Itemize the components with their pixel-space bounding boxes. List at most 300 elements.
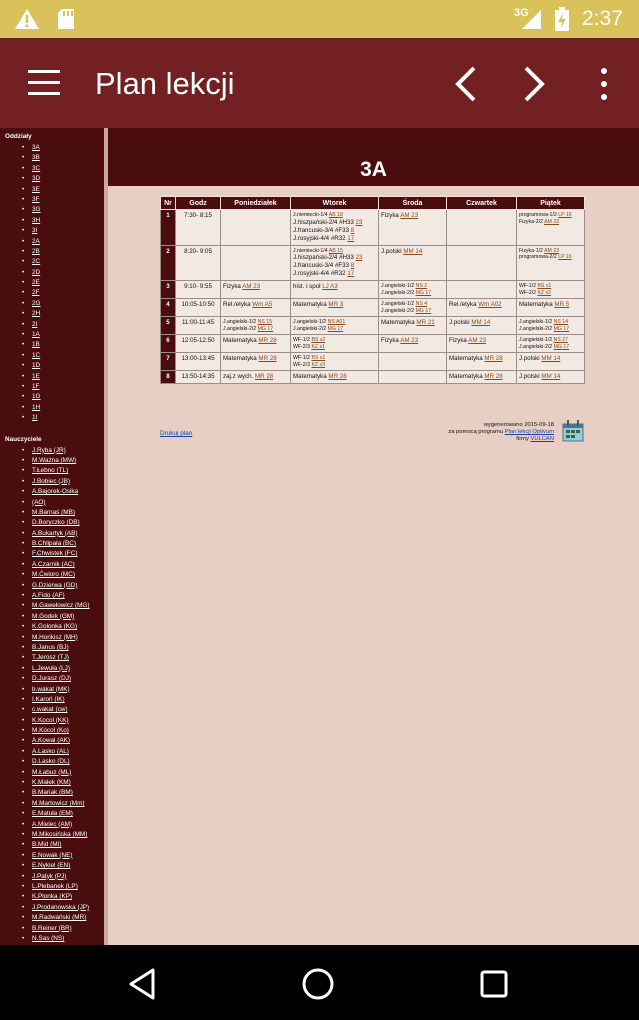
teacher-item[interactable] <box>0 539 104 549</box>
teacher-item-link[interactable]: T.Łebno (TL) <box>32 467 69 475</box>
class-item[interactable] <box>0 288 104 298</box>
lesson-entry <box>223 326 288 333</box>
teacher-item[interactable] <box>0 508 104 518</box>
subject-label: J.angielski-2/2 <box>293 325 328 332</box>
teacher-item-link[interactable]: M.Radwański (MR) <box>32 914 87 922</box>
subject-label: Fizyka <box>381 212 401 219</box>
class-item[interactable] <box>0 372 104 382</box>
teacher-item[interactable] <box>0 591 104 601</box>
class-item-link[interactable]: 2G <box>32 299 41 307</box>
lesson-cell <box>379 210 447 246</box>
teacher-room-link[interactable]: MG 17 <box>415 289 432 296</box>
teacher-room-link[interactable]: AM 23 <box>400 212 419 219</box>
subject-label: J.francuski-3/4 #F33 <box>293 226 351 234</box>
teacher-room-link[interactable]: NS 27 <box>553 337 569 343</box>
timetable-row <box>161 245 585 281</box>
lesson-entry <box>449 301 514 309</box>
teacher-room-link[interactable]: 8 <box>350 262 355 269</box>
teacher-item[interactable] <box>0 861 104 871</box>
lesson-entry <box>223 283 288 291</box>
teacher-item-link[interactable]: M.Martowicz (Mm) <box>32 799 85 807</box>
teacher-room-link[interactable]: KZ s1 <box>311 343 326 350</box>
teacher-room-link[interactable]: MR 21 <box>416 319 435 326</box>
teacher-room-link[interactable]: MM 14 <box>471 319 491 326</box>
teacher-item[interactable] <box>0 560 104 570</box>
clock: 2:37 <box>582 7 623 30</box>
teacher-item-link[interactable]: J.Bobiec (JB) <box>32 477 71 485</box>
class-item-link[interactable]: 2B <box>32 247 40 255</box>
teacher-item[interactable] <box>0 892 104 902</box>
teacher-item[interactable] <box>0 653 104 663</box>
teacher-room-link[interactable]: AM 23 <box>468 337 487 344</box>
lesson-cell <box>221 371 291 384</box>
chevron-left-icon[interactable] <box>446 64 486 104</box>
subject-label: J.niemiecki-1/4 <box>293 247 329 254</box>
teacher-room-link[interactable]: Wm A5 <box>252 301 273 308</box>
class-item-link[interactable]: 3E <box>32 185 40 193</box>
lesson-cell <box>447 371 517 384</box>
teacher-item-link[interactable]: M.Ważna (MW) <box>32 456 77 464</box>
teacher-item[interactable] <box>0 809 104 819</box>
class-item-link[interactable]: 1G <box>32 393 41 401</box>
teacher-item[interactable] <box>0 736 104 746</box>
teacher-item[interactable] <box>0 643 104 653</box>
column-header: Czwartek <box>447 197 517 210</box>
teacher-item-link[interactable]: M.Gawełowicz (MG) <box>32 602 90 610</box>
teacher-item[interactable] <box>0 529 104 539</box>
class-item[interactable] <box>0 216 104 226</box>
lesson-entry <box>519 219 582 226</box>
teacher-item[interactable] <box>0 612 104 622</box>
teacher-item-link[interactable]: K.Małek (KM) <box>32 779 71 787</box>
teacher-item-link[interactable]: E.Matuła (EM) <box>32 810 73 818</box>
teacher-item[interactable] <box>0 549 104 559</box>
teacher-item[interactable] <box>0 840 104 850</box>
teacher-item-link[interactable]: I.Karoń (IK) <box>32 695 65 703</box>
subject-label: Matematyka <box>519 301 555 308</box>
class-item-link[interactable]: 2F <box>32 289 40 297</box>
lesson-cell <box>517 299 585 317</box>
subject-label: Fizyka-1/2 <box>519 247 545 254</box>
lesson-cell <box>379 317 447 335</box>
class-item-link[interactable]: 3H <box>32 216 41 224</box>
lesson-cell <box>447 210 517 246</box>
teacher-room-link[interactable]: AM 23 <box>400 337 419 344</box>
teacher-item-link[interactable]: M.Łabuz (ML) <box>32 768 72 776</box>
class-item[interactable] <box>0 299 104 309</box>
teacher-room-link[interactable]: MG 17 <box>257 325 274 332</box>
teacher-room-link[interactable]: LP 16 <box>558 254 572 260</box>
teacher-room-link[interactable]: 8 <box>350 226 355 234</box>
subject-label: Fizyka-2/2 <box>519 218 545 225</box>
sidebar[interactable] <box>0 128 104 945</box>
teacher-item-link[interactable]: G.Dzierwa (GD) <box>32 581 78 589</box>
class-item[interactable] <box>0 382 104 392</box>
lesson-entry <box>519 373 582 381</box>
teacher-room-link[interactable]: MR 28 <box>254 373 274 380</box>
lesson-entry <box>293 362 376 369</box>
teacher-item-link[interactable]: T.Jerosz (TJ) <box>32 654 69 662</box>
teacher-item[interactable] <box>0 487 104 497</box>
teacher-item-link[interactable]: A.Bajorek-Osika <box>32 488 79 496</box>
teacher-item-link[interactable]: D.Lasko (DL) <box>32 758 70 766</box>
class-item[interactable] <box>0 403 104 413</box>
class-item[interactable] <box>0 268 104 278</box>
teacher-item-link[interactable]: b.wakat (MK) <box>32 685 70 693</box>
class-item[interactable] <box>0 185 104 195</box>
class-item-link[interactable]: 1H <box>32 403 41 411</box>
classes-heading: Oddziały <box>5 133 32 140</box>
teacher-item[interactable] <box>0 726 104 736</box>
timetable-header-row <box>161 197 585 210</box>
class-item-link[interactable]: 1C <box>32 351 41 359</box>
column-header: Piątek <box>517 197 585 210</box>
class-item-link[interactable]: 1A <box>32 331 40 339</box>
webview-content[interactable] <box>0 128 639 945</box>
teacher-room-link[interactable]: 23 <box>355 218 363 226</box>
teacher-item-link[interactable]: J.Prodanowska (JP) <box>32 903 90 911</box>
teacher-room-link[interactable]: 17 <box>347 270 355 277</box>
plan-lekcji-optivum-link[interactable]: Plan lekcji Optivum <box>504 429 554 436</box>
subject-label: J.polski <box>381 247 404 255</box>
teacher-item-link[interactable]: L.Jewuła (LJ) <box>32 664 71 672</box>
teacher-room-link[interactable]: LP 16 <box>558 212 572 218</box>
teachers-list <box>0 446 104 945</box>
teacher-item[interactable] <box>0 778 104 788</box>
lesson-cell <box>517 335 585 353</box>
teacher-item[interactable] <box>0 788 104 798</box>
teacher-item-link[interactable]: B.Janus (BJ) <box>32 643 69 651</box>
subject-label: J.francuski-3/4 #F33 <box>293 262 351 269</box>
subject-label: Matematyka <box>449 355 485 362</box>
class-item[interactable] <box>0 320 104 330</box>
teacher-item[interactable] <box>0 872 104 882</box>
class-item-link[interactable]: 3G <box>32 206 41 214</box>
plan-title: 3A <box>360 158 387 181</box>
subject-label: WF-1/2 <box>293 337 312 343</box>
subject-label: J.angielski-2/2 <box>519 325 554 332</box>
lesson-number: 1 <box>161 210 176 246</box>
teacher-item-link[interactable]: D.Jurasz (DJ) <box>32 675 72 683</box>
teacher-item[interactable] <box>0 466 104 476</box>
class-item[interactable] <box>0 309 104 319</box>
teacher-item[interactable] <box>0 498 104 508</box>
teacher-item[interactable] <box>0 664 104 674</box>
teacher-item[interactable] <box>0 705 104 715</box>
teacher-item[interactable] <box>0 456 104 466</box>
teacher-room-link[interactable]: Wm A02 <box>478 301 502 308</box>
teacher-room-link[interactable]: MM 14 <box>403 247 423 255</box>
class-item[interactable] <box>0 153 104 163</box>
lesson-cell <box>517 210 585 246</box>
class-item-link[interactable]: 1I <box>32 414 38 422</box>
teacher-item[interactable] <box>0 913 104 923</box>
vulcan-link[interactable]: VULCAN <box>530 436 554 443</box>
teacher-item[interactable] <box>0 820 104 830</box>
class-item-link[interactable]: 2I <box>32 320 38 328</box>
teacher-item-link[interactable]: c.wakat (cw) <box>32 706 68 714</box>
class-item[interactable] <box>0 392 104 402</box>
subject-label: WF-2/2 <box>519 289 538 296</box>
teacher-room-link[interactable]: NS 15 <box>257 319 273 325</box>
teacher-room-link[interactable]: MG 17 <box>415 307 432 314</box>
teacher-item[interactable] <box>0 851 104 861</box>
teacher-item-link[interactable]: J.Ryba (JR) <box>32 446 66 454</box>
teacher-item-link[interactable]: M.Mikosińska (MM) <box>32 831 88 838</box>
teacher-item[interactable] <box>0 934 104 944</box>
teacher-item[interactable] <box>0 716 104 726</box>
teacher-item[interactable] <box>0 601 104 611</box>
class-item-link[interactable]: 2E <box>32 279 40 287</box>
teacher-item[interactable] <box>0 685 104 695</box>
lesson-cell <box>379 353 447 371</box>
class-item-link[interactable]: 1D <box>32 362 41 370</box>
teacher-item-link[interactable]: B.Reiner (BR) <box>32 924 72 932</box>
recent-apps-icon[interactable] <box>479 969 509 999</box>
lesson-entry <box>293 344 376 351</box>
plan-header <box>108 128 639 186</box>
print-plan-link[interactable]: Drukuj plan <box>160 430 193 437</box>
teacher-item[interactable] <box>0 830 104 840</box>
lesson-entry <box>293 373 376 381</box>
lesson-number: 7 <box>161 353 176 371</box>
teacher-item-link[interactable]: M.Horikisz (MH) <box>32 633 78 641</box>
class-item-link[interactable]: 2H <box>32 310 41 318</box>
app-title: Plan lekcji <box>95 66 235 101</box>
lesson-number: 2 <box>161 245 176 281</box>
class-item[interactable] <box>0 361 104 371</box>
teacher-item[interactable] <box>0 903 104 913</box>
class-item-link[interactable]: 2C <box>32 258 41 266</box>
teacher-item-link[interactable]: B.Chlipała (BC) <box>32 540 77 548</box>
teacher-item-link[interactable]: E.Nowak (NE) <box>32 851 73 859</box>
teacher-room-link[interactable]: MR 3 <box>328 301 344 308</box>
subject-label: Matematyka <box>293 301 329 308</box>
subject-label: J.angielski-2/2 <box>519 343 554 350</box>
teacher-room-link[interactable]: MM 14 <box>541 355 561 362</box>
teacher-room-link[interactable]: AM 23 <box>544 218 560 225</box>
subject-label: Matematyka <box>223 337 259 344</box>
class-item[interactable] <box>0 174 104 184</box>
teacher-room-link[interactable]: KZ s2 <box>537 289 552 296</box>
class-item-link[interactable]: 3A <box>32 144 40 151</box>
lesson-cell <box>379 371 447 384</box>
lesson-cell <box>447 317 517 335</box>
teacher-room-link[interactable]: MR 5 <box>554 301 570 308</box>
class-item[interactable] <box>0 226 104 236</box>
subject-label: Matematyka <box>223 355 259 362</box>
subject-label: Fizyka <box>381 337 401 344</box>
class-item-link[interactable]: 3F <box>32 195 40 203</box>
class-item[interactable] <box>0 330 104 340</box>
subject-label: WF-2/3 <box>293 361 312 368</box>
column-header: Poniedziałek <box>221 197 291 210</box>
class-item-link[interactable]: 1E <box>32 372 40 380</box>
teacher-room-link[interactable]: NS 4 <box>415 301 428 307</box>
teacher-item[interactable] <box>0 695 104 705</box>
subject-label: J.angielski-1/2 <box>381 283 416 289</box>
teacher-item[interactable] <box>0 674 104 684</box>
teacher-item-link[interactable]: B.Mid (MI) <box>32 841 62 849</box>
class-item[interactable] <box>0 351 104 361</box>
teacher-item-link[interactable]: K.Plonka (KP) <box>32 893 73 901</box>
teacher-room-link[interactable]: AM 23 <box>242 283 261 290</box>
subject-label: J.polski <box>519 355 542 362</box>
teacher-room-link[interactable]: KZ s3 <box>311 361 326 368</box>
teacher-item-link[interactable]: M.Godek (GM) <box>32 612 75 620</box>
lesson-entry <box>293 262 376 270</box>
teacher-item-link[interactable]: M.Barnaś (MB) <box>32 508 75 516</box>
teacher-item-link[interactable]: K.Golonka (KG) <box>32 623 78 631</box>
teacher-item-link[interactable]: N.Sas (NS) <box>32 934 65 942</box>
lesson-cell <box>291 210 379 246</box>
teacher-room-link[interactable]: BS s2 <box>311 337 326 343</box>
subject-label: hist. i społ <box>293 283 323 290</box>
teacher-room-link[interactable]: MR 28 <box>484 373 503 380</box>
teacher-item-link[interactable]: J.Patyk (PJ) <box>32 872 67 880</box>
lesson-time: 13:00-13:45 <box>176 353 221 371</box>
teacher-room-link[interactable]: 17 <box>347 234 355 242</box>
teacher-room-link[interactable]: MG 17 <box>327 325 344 332</box>
teacher-item[interactable] <box>0 757 104 767</box>
home-icon[interactable] <box>301 967 335 1001</box>
teacher-item[interactable] <box>0 747 104 757</box>
lesson-entry <box>449 319 514 327</box>
lesson-entry <box>381 319 444 327</box>
lesson-number: 4 <box>161 299 176 317</box>
teacher-room-link[interactable]: 23 <box>355 254 363 261</box>
subject-label: J.angielski-2/2 <box>381 307 416 314</box>
teacher-room-link[interactable]: NS 14 <box>553 319 569 325</box>
lesson-entry <box>449 337 514 345</box>
teacher-room-link[interactable]: MR 28 <box>258 337 277 344</box>
teacher-item-link[interactable]: A.Fido (AF) <box>32 592 65 600</box>
teacher-room-link[interactable]: BS s1 <box>311 355 326 361</box>
lesson-time: 13:50-14:35 <box>176 371 221 384</box>
subject-label: WF-1/2 <box>293 355 312 361</box>
class-item[interactable] <box>0 164 104 174</box>
lesson-cell <box>291 371 379 384</box>
teacher-item[interactable] <box>0 633 104 643</box>
overflow-menu-icon[interactable] <box>590 66 618 102</box>
teacher-item-link[interactable]: E.Nykiel (EN) <box>32 862 71 870</box>
lesson-cell <box>221 281 291 299</box>
lesson-entry <box>519 326 582 333</box>
teacher-item[interactable] <box>0 477 104 487</box>
teacher-room-link[interactable]: LJ A3 <box>322 283 338 290</box>
class-item-link[interactable]: 3D <box>32 175 41 183</box>
teacher-room-link[interactable]: MM 14 <box>541 373 561 380</box>
lesson-entry <box>449 355 514 363</box>
teacher-item-link[interactable]: M.Ćwioro (MC) <box>32 571 75 579</box>
teacher-item[interactable] <box>0 570 104 580</box>
teacher-room-link[interactable]: MG 17 <box>553 343 570 350</box>
back-icon[interactable] <box>126 967 160 1001</box>
teacher-item-link[interactable]: F.Chwistek (FC) <box>32 550 78 558</box>
lesson-entry <box>449 373 514 381</box>
teacher-item-link[interactable]: L.Plebanek (LP) <box>32 882 78 890</box>
class-item-link[interactable]: 3C <box>32 164 41 172</box>
teacher-room-link[interactable]: NS A01 <box>327 319 346 325</box>
subject-label: Rel./etyka <box>223 301 253 308</box>
teacher-item-link[interactable]: (AO) <box>32 498 46 506</box>
teacher-item[interactable] <box>0 799 104 809</box>
chevron-right-icon[interactable] <box>514 64 554 104</box>
teacher-item[interactable] <box>0 882 104 892</box>
teacher-item-link[interactable]: A.Bukartyk (AB) <box>32 529 78 537</box>
teacher-item-link[interactable]: M.Kocol (Ko) <box>32 727 69 735</box>
hamburger-menu-icon[interactable] <box>28 70 60 96</box>
generated-program-prefix: za pomocą programu <box>448 429 505 436</box>
class-item[interactable] <box>0 237 104 247</box>
class-item-link[interactable]: 2A <box>32 237 40 245</box>
lesson-entry <box>381 212 444 220</box>
teacher-room-link[interactable]: NS 2 <box>415 283 428 289</box>
teacher-item[interactable] <box>0 581 104 591</box>
class-item-link[interactable]: 1B <box>32 341 40 349</box>
teacher-item-link[interactable]: A.Kowal (AK) <box>32 737 71 745</box>
teacher-item[interactable] <box>0 518 104 528</box>
class-item-link[interactable]: 2D <box>32 268 41 276</box>
column-header: Godz <box>176 197 221 210</box>
class-item[interactable] <box>0 278 104 288</box>
teacher-room-link[interactable]: MR 28 <box>258 355 277 362</box>
lesson-cell <box>447 281 517 299</box>
teacher-item-link[interactable]: D.Boryczko (DB) <box>32 519 80 527</box>
teacher-item[interactable] <box>0 446 104 456</box>
status-bar <box>0 0 639 38</box>
class-item-link[interactable]: 3B <box>32 154 40 162</box>
teacher-room-link[interactable]: AB 15 <box>328 247 343 254</box>
teacher-item-link[interactable]: A.Mielec (AM) <box>32 820 73 828</box>
class-item-link[interactable]: 1F <box>32 382 40 390</box>
teacher-room-link[interactable]: AB 18 <box>328 212 343 218</box>
teacher-room-link[interactable]: BS s1 <box>537 283 552 289</box>
class-item-link[interactable]: 3I <box>32 227 38 235</box>
teacher-room-link[interactable]: MR 28 <box>328 373 347 380</box>
timetable-row <box>161 371 585 384</box>
class-item[interactable] <box>0 143 104 153</box>
teacher-item-link[interactable]: A.Lasko (AL) <box>32 747 69 755</box>
timetable-row <box>161 299 585 317</box>
teacher-item-link[interactable]: K.Kocol (KK) <box>32 716 69 724</box>
lesson-cell <box>447 299 517 317</box>
lesson-entry <box>293 301 376 309</box>
teacher-item[interactable] <box>0 622 104 632</box>
teacher-room-link[interactable]: MG 17 <box>553 325 570 332</box>
teacher-room-link[interactable]: AM 23 <box>544 247 560 254</box>
class-item[interactable] <box>0 247 104 257</box>
subject-label: J.hiszpański-2/4 #H33 <box>293 218 356 226</box>
lesson-entry <box>293 219 376 227</box>
teacher-item[interactable] <box>0 924 104 934</box>
optivum-logo-icon[interactable] <box>560 418 586 444</box>
subject-label: programowa-1/2 <box>519 212 559 218</box>
subject-label: Matematyka <box>293 373 329 380</box>
timetable-row <box>161 317 585 335</box>
class-item[interactable] <box>0 257 104 267</box>
lesson-cell <box>291 317 379 335</box>
class-item[interactable] <box>0 195 104 205</box>
class-item[interactable] <box>0 413 104 423</box>
teacher-item-link[interactable]: A.Czarnik (AC) <box>32 560 75 568</box>
class-item[interactable] <box>0 340 104 350</box>
subject-label: zaj.z wych. <box>223 373 255 380</box>
class-item[interactable] <box>0 205 104 215</box>
teacher-item[interactable] <box>0 768 104 778</box>
teacher-item-link[interactable]: B.Mariak (BM) <box>32 789 73 797</box>
teacher-room-link[interactable]: MR 28 <box>484 355 503 362</box>
